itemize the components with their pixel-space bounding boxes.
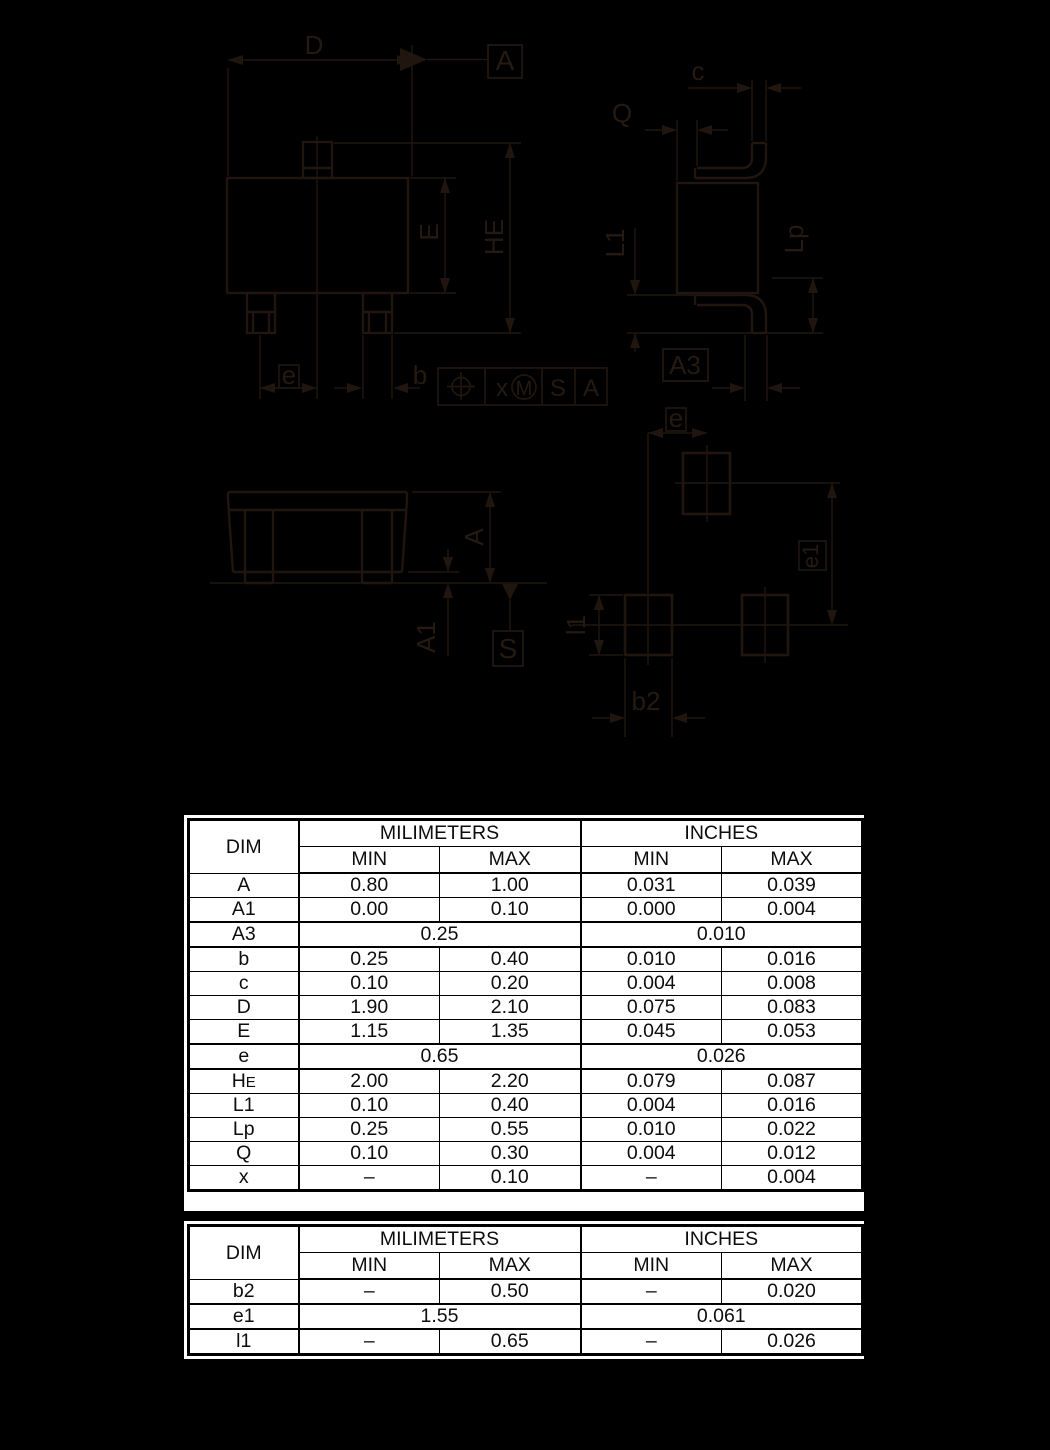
dimension-table xyxy=(187,818,864,1192)
fcf-datum-1: S xyxy=(549,375,567,402)
inch-value-cell: 0.004 xyxy=(581,972,722,996)
dim-label-b2: b2 xyxy=(631,686,661,716)
inch-value-cell: 0.079 xyxy=(581,1069,722,1094)
table-row xyxy=(189,1069,863,1094)
inch-value-cell: 0.045 xyxy=(581,1020,722,1045)
table-row xyxy=(189,1329,863,1355)
dim-label-cell: b2 xyxy=(189,1279,299,1304)
dim-label-l1: L1 xyxy=(599,228,630,258)
section-view-label: A xyxy=(495,45,515,76)
table-row xyxy=(189,1094,863,1118)
inch-value-cell: 0.020 xyxy=(722,1279,863,1304)
datum-s-label: S xyxy=(498,633,518,664)
table-row xyxy=(189,1166,863,1191)
table-row xyxy=(189,922,863,947)
mm-value-cell: – xyxy=(299,1166,440,1191)
dim-label-a: A xyxy=(458,528,489,546)
table-row xyxy=(189,1279,863,1304)
table-row xyxy=(189,1020,863,1045)
table-row xyxy=(189,898,863,923)
inch-value-cell: 0.004 xyxy=(722,898,863,923)
top-view-labels xyxy=(282,30,599,402)
mm-value-cell: 0.40 xyxy=(440,1094,581,1118)
mm-value-cell: – xyxy=(299,1279,440,1304)
mm-value-cell: 0.00 xyxy=(299,898,440,923)
land-pattern-table-block xyxy=(184,1221,864,1359)
dim-label-q: Q xyxy=(611,98,633,128)
dim-label-cell: D xyxy=(189,996,299,1020)
inch-value-cell: 0.026 xyxy=(722,1329,863,1355)
mm-value-cell: – xyxy=(299,1329,440,1355)
top-view-drawing xyxy=(227,30,607,405)
dim-label-cell: L1 xyxy=(189,1094,299,1118)
land-pattern-table xyxy=(187,1224,864,1356)
dim-label-cell: E xyxy=(189,1020,299,1045)
mm-value-cell: 0.25 xyxy=(299,922,581,947)
mm-value-cell: 0.10 xyxy=(440,898,581,923)
mm-max-header: MAX xyxy=(440,1253,581,1280)
table-row xyxy=(189,1118,863,1142)
table-row xyxy=(189,873,863,898)
mm-value-cell: 0.50 xyxy=(440,1279,581,1304)
dim-header: DIM xyxy=(189,1226,299,1280)
dim-label-d: D xyxy=(304,30,324,60)
dim-label-cell: HE xyxy=(189,1069,299,1094)
dim-label-lp: Lp xyxy=(778,224,809,254)
side-view-body xyxy=(677,143,766,333)
land-pattern-drawing xyxy=(561,403,848,737)
mm-value-cell: 1.90 xyxy=(299,996,440,1020)
dim-label-cell: e xyxy=(189,1044,299,1069)
mm-value-cell: 0.25 xyxy=(299,947,440,972)
mm-max-header: MAX xyxy=(440,847,581,874)
inches-header: INCHES xyxy=(581,1226,863,1253)
dim-label-cell: e1 xyxy=(189,1304,299,1329)
dim-label-cell: x xyxy=(189,1166,299,1191)
inch-value-cell: 0.010 xyxy=(581,922,863,947)
dim-label-a3: A3 xyxy=(669,350,701,380)
inch-value-cell: 0.004 xyxy=(581,1094,722,1118)
dim-label-e: e xyxy=(668,403,684,433)
dimension-lines xyxy=(228,45,521,399)
section-arrow-icon xyxy=(400,48,427,71)
dim-label-e-pitch: e xyxy=(281,360,297,390)
mm-value-cell: 0.65 xyxy=(440,1329,581,1355)
inch-value-cell: 0.004 xyxy=(581,1142,722,1166)
mm-value-cell: 0.80 xyxy=(299,873,440,898)
position-tolerance-icon xyxy=(447,372,475,400)
package-dimension-table-block xyxy=(184,815,864,1211)
mm-value-cell: 1.00 xyxy=(440,873,581,898)
inch-value-cell: 0.004 xyxy=(722,1166,863,1191)
mm-value-cell: 0.40 xyxy=(440,947,581,972)
mm-value-cell: 0.10 xyxy=(440,1166,581,1191)
mm-value-cell: 0.10 xyxy=(299,1142,440,1166)
mm-value-cell: 0.25 xyxy=(299,1118,440,1142)
inch-max-header: MAX xyxy=(722,1253,863,1280)
front-view-labels xyxy=(411,528,517,664)
inch-value-cell: 0.075 xyxy=(581,996,722,1020)
inch-value-cell: 0.010 xyxy=(581,1118,722,1142)
inch-value-cell: 0.026 xyxy=(581,1044,863,1069)
fcf-modifier: M xyxy=(515,378,533,400)
mm-value-cell: 2.10 xyxy=(440,996,581,1020)
front-view-body xyxy=(228,492,407,583)
mm-value-cell: 0.20 xyxy=(440,972,581,996)
mm-value-cell: 1.15 xyxy=(299,1020,440,1045)
inch-value-cell: 0.000 xyxy=(581,898,722,923)
inch-value-cell: 0.016 xyxy=(722,947,863,972)
fcf-tolerance-value: x xyxy=(496,375,508,402)
inch-value-cell: 0.022 xyxy=(722,1118,863,1142)
table-row xyxy=(189,947,863,972)
dim-label-l1: l1 xyxy=(560,614,591,636)
inch-value-cell: 0.012 xyxy=(722,1142,863,1166)
front-view-drawing xyxy=(210,492,547,666)
fcf-datum-2: A xyxy=(582,375,600,402)
mm-value-cell: 1.55 xyxy=(299,1304,581,1329)
millimeters-header: MILIMETERS xyxy=(299,1226,581,1253)
arrowheads xyxy=(228,48,515,393)
mm-value-cell: 0.55 xyxy=(440,1118,581,1142)
inch-value-cell: – xyxy=(581,1166,722,1191)
mm-value-cell: 0.30 xyxy=(440,1142,581,1166)
inch-max-header: MAX xyxy=(722,847,863,874)
inch-value-cell: 0.016 xyxy=(722,1094,863,1118)
arrowheads xyxy=(594,428,837,723)
inch-value-cell: 0.087 xyxy=(722,1069,863,1094)
side-view-drawing xyxy=(600,56,823,401)
mm-value-cell: 1.35 xyxy=(440,1020,581,1045)
dim-label-cell: Lp xyxy=(189,1118,299,1142)
mm-value-cell: 2.00 xyxy=(299,1069,440,1094)
mm-value-cell: 0.10 xyxy=(299,972,440,996)
dim-label-cell: l1 xyxy=(189,1329,299,1355)
mm-value-cell: 0.10 xyxy=(299,1094,440,1118)
inch-min-header: MIN xyxy=(581,847,722,874)
dim-label-a1: A1 xyxy=(410,621,441,653)
dim-label-he: HE xyxy=(478,218,509,256)
mm-value-cell: 0.65 xyxy=(299,1044,581,1069)
dim-label-e-body: E xyxy=(413,223,444,241)
inch-value-cell: 0.061 xyxy=(581,1304,863,1329)
inch-value-cell: – xyxy=(581,1329,722,1355)
mm-value-cell: 2.20 xyxy=(440,1069,581,1094)
dimension-lines xyxy=(572,433,848,737)
side-view-labels xyxy=(600,56,809,380)
inches-header: INCHES xyxy=(581,820,863,847)
mm-min-header: MIN xyxy=(299,1253,440,1280)
dim-label-e1: e1 xyxy=(797,543,823,569)
inch-value-cell: 0.008 xyxy=(722,972,863,996)
dim-label-cell: A1 xyxy=(189,898,299,923)
millimeters-header: MILIMETERS xyxy=(299,820,581,847)
table-row xyxy=(189,1304,863,1329)
table-row xyxy=(189,1142,863,1166)
table-header-row xyxy=(189,820,863,847)
inch-value-cell: – xyxy=(581,1279,722,1304)
dim-label-cell: c xyxy=(189,972,299,996)
inch-value-cell: 0.083 xyxy=(722,996,863,1020)
inch-value-cell: 0.031 xyxy=(581,873,722,898)
dim-label-b: b xyxy=(412,360,428,390)
inch-value-cell: 0.010 xyxy=(581,947,722,972)
dim-label-c: c xyxy=(691,56,705,86)
land-pattern-labels xyxy=(561,403,823,716)
dim-label-cell: b xyxy=(189,947,299,972)
dim-label-cell: A xyxy=(189,873,299,898)
table-header-row xyxy=(189,1226,863,1253)
dim-label-cell: A3 xyxy=(189,922,299,947)
inch-value-cell: 0.053 xyxy=(722,1020,863,1045)
table-row xyxy=(189,972,863,996)
datum-triangle-icon xyxy=(502,584,518,600)
mm-min-header: MIN xyxy=(299,847,440,874)
table-row xyxy=(189,1044,863,1069)
dim-label-cell: Q xyxy=(189,1142,299,1166)
inch-value-cell: 0.039 xyxy=(722,873,863,898)
table-row xyxy=(189,996,863,1020)
inch-min-header: MIN xyxy=(581,1253,722,1280)
dim-header: DIM xyxy=(189,820,299,874)
